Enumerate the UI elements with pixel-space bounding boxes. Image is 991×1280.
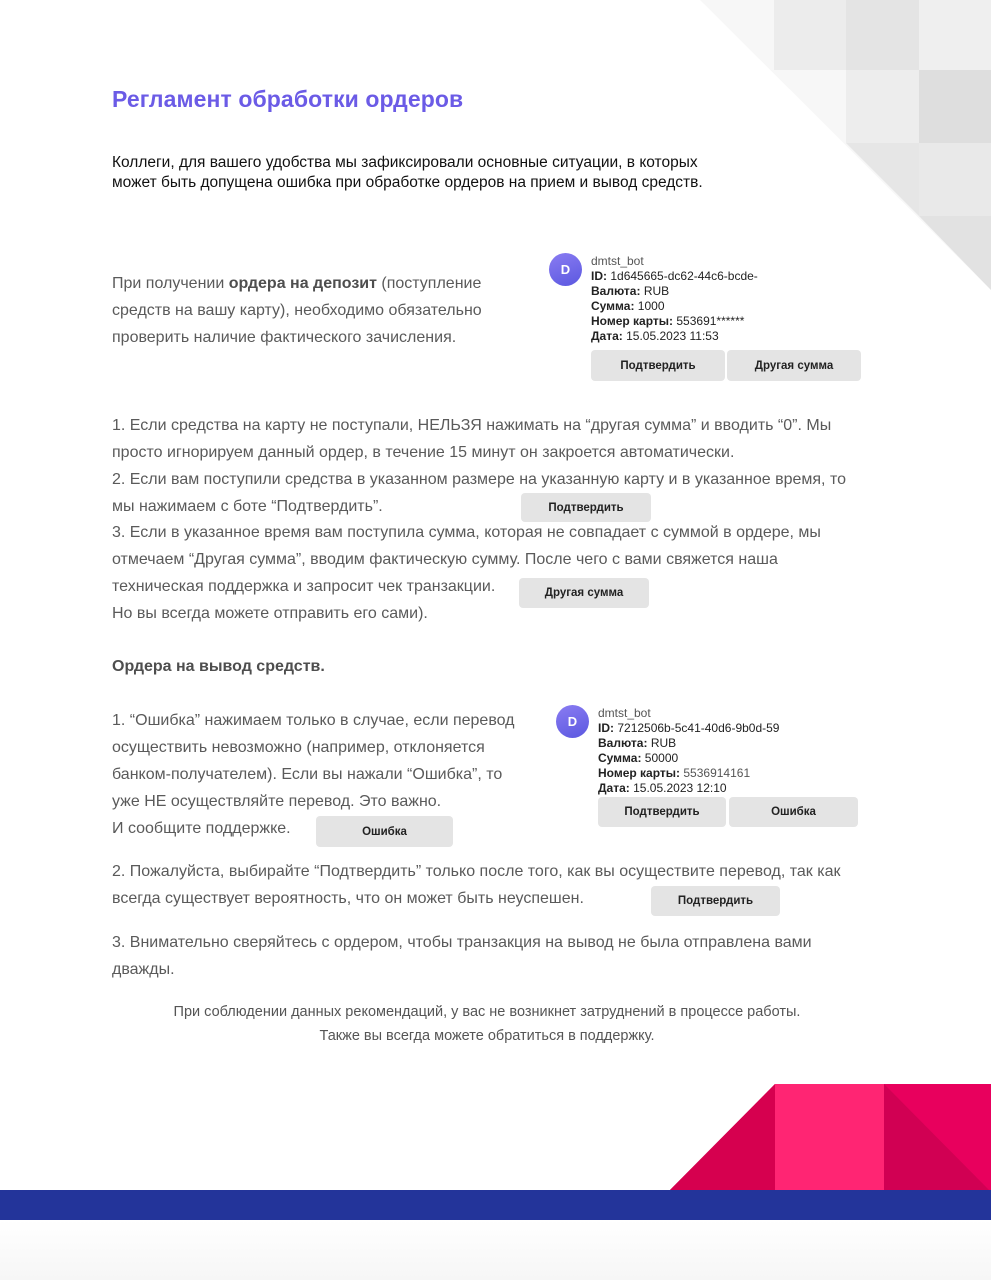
deposit-rule-3-tail: Но вы всегда можете отправить его сами).	[112, 605, 428, 622]
page-bottom-shade	[0, 1220, 991, 1280]
top-right-decoration	[700, 0, 991, 290]
order-card-row-2: Номер карты: 5536914161	[598, 766, 751, 780]
error-button-inline[interactable]: Ошибка	[316, 816, 453, 847]
confirm-button-inline-2[interactable]: Подтвердить	[651, 886, 780, 916]
deposit-lead-bold: ордера на депозит	[228, 275, 377, 292]
withdraw-rule-2: 2. Пожалуйста, выбирайте “Подтвердить” только после того, как вы осуществите перевод, так как всегда существует вероятность, что он может быть неуспешен.	[112, 863, 841, 907]
order-currency-row: Валюта: RUB	[591, 284, 670, 298]
deposit-lead-post: (поступление средств на вашу карту), необходимо обязательно проверить наличие фактического зачисления.	[112, 275, 482, 346]
order-date-row-2: Дата: 15.05.2023 12:10	[598, 781, 727, 795]
order-amount-row: Сумма: 1000	[591, 299, 665, 313]
footer-band	[0, 1190, 991, 1220]
order-card-row: Номер карты: 553691******	[591, 314, 745, 328]
bot-avatar-2: D	[556, 705, 589, 738]
bottom-right-decoration	[660, 1080, 991, 1192]
bot-avatar: D	[549, 253, 582, 286]
confirm-button-2[interactable]: Подтвердить	[598, 797, 726, 827]
order-id-row-2: ID: 7212506b-5c41-40d6-9b0d-59	[598, 721, 780, 735]
order-currency-row-2: Валюта: RUB	[598, 736, 677, 750]
bot-message-card-2	[598, 706, 828, 796]
deposit-rule-2: 2. Если вам поступили средства в указанном размере на указанную карту и в указанное время, то мы нажимаем с боте “Подтвердить”.	[112, 471, 846, 515]
order-id-row: ID: 1d645665-dc62-44c6-bcde-	[591, 269, 758, 283]
confirm-button-inline[interactable]: Подтвердить	[521, 493, 651, 522]
confirm-button[interactable]: Подтвердить	[591, 350, 725, 381]
page-title: Регламент обработки ордеров	[112, 86, 464, 112]
other-amount-button[interactable]: Другая сумма	[727, 350, 861, 381]
deposit-lead	[112, 270, 512, 351]
order-amount-row-2: Сумма: 50000	[598, 751, 679, 765]
deposit-rule-1: 1. Если средства на карту не поступали, НЕЛЬЗЯ нажимать на “другая сумма” и вводить “0”. Мы просто игнорируем данный ордер, в течение 15 минут он закроется автоматически.	[112, 417, 832, 461]
intro-text: Коллеги, для вашего удобства мы зафиксировали основные ситуации, в которых может быть допущена ошибка при обработке ордеров на прием и вывод средств.	[112, 154, 703, 191]
deposit-rule-3: 3. Если в указанное время вам поступила сумма, которая не совпадает с суммой в ордере, мы отмечаем “Другая сумма”, вводим фактическую сумму. После чего с вами свяжется наша техническая поддержка и запросит чек транзакции.	[112, 524, 821, 595]
bot-name: dmtst_bot	[591, 254, 644, 268]
footer-note-line-2: Также вы всегда можете обратиться в поддержку.	[319, 1028, 655, 1044]
footer-note-line-1: При соблюдении данных рекомендаций, у вас не возникнет затруднений в процессе работы.	[173, 1004, 801, 1020]
order-date-row: Дата: 15.05.2023 11:53	[591, 329, 719, 343]
bot-message-card	[591, 254, 791, 344]
bot-name-2: dmtst_bot	[598, 706, 651, 720]
withdraw-rule-1: 1. “Ошибка” нажимаем только в случае, если перевод осуществить невозможно (например, отклоняется банком-получателем). Если вы нажали “Ошибка”, то уже НЕ осуществляйте перевод. Это важно.	[112, 712, 515, 810]
withdraw-rule-3: 3. Внимательно сверяйтесь с ордером, чтобы транзакция на вывод не была отправлена вами дважды.	[112, 934, 812, 978]
withdraw-heading: Ордера на вывод средств.	[112, 658, 325, 675]
other-amount-button-inline[interactable]: Другая сумма	[519, 578, 649, 608]
error-button[interactable]: Ошибка	[729, 797, 858, 827]
deposit-lead-pre: При получении	[112, 275, 229, 292]
withdraw-rule-1-tail: И сообщите поддержке.	[112, 820, 291, 837]
